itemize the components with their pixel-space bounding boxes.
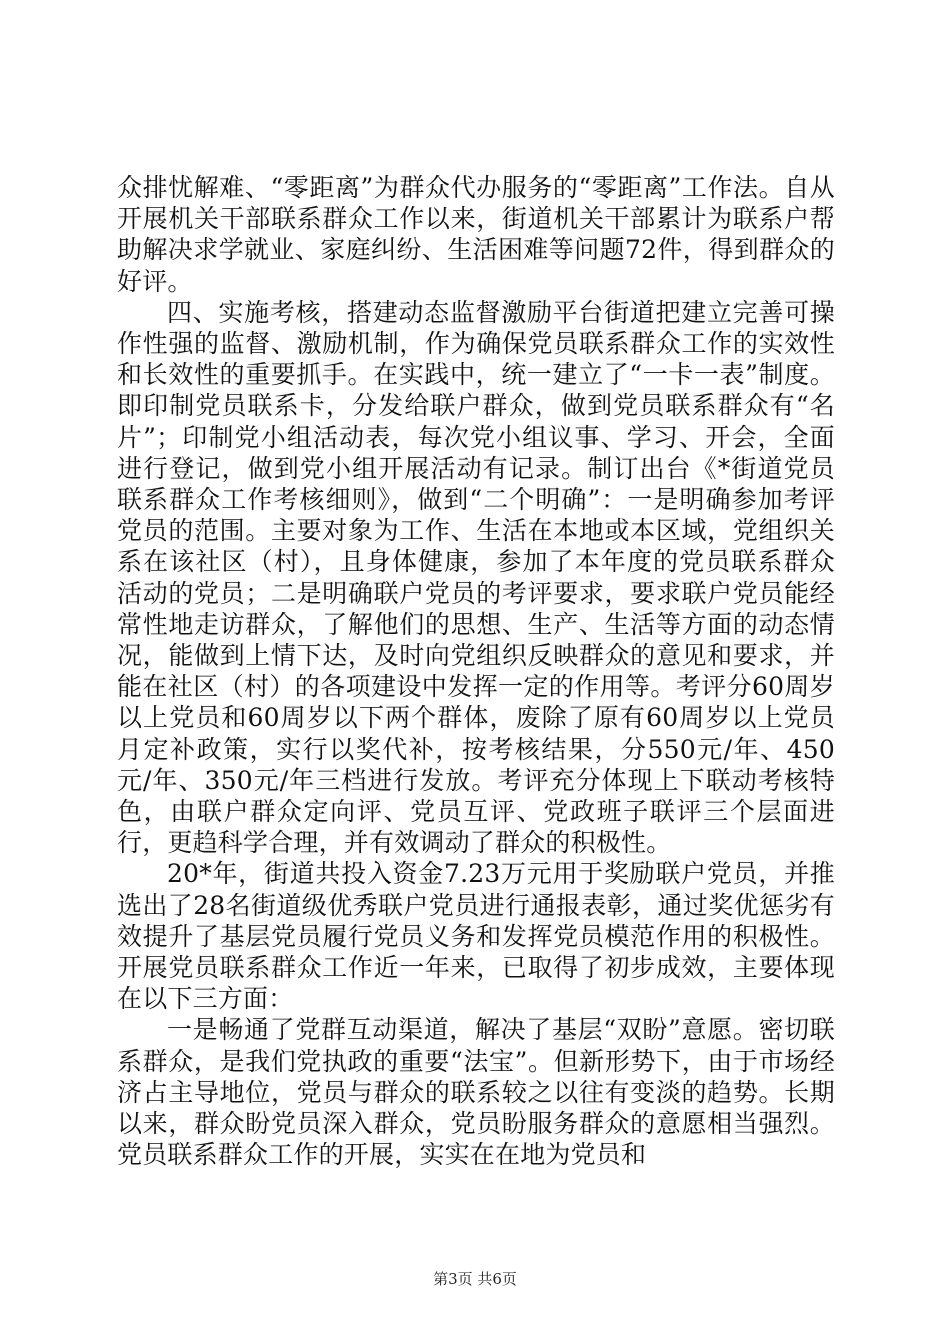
page-number: 第3页 [433,1270,473,1288]
paragraph-4: 一是畅通了党群互动渠道，解决了基层“双盼”意愿。密切联系群众，是我们党执政的重要“法宝”。但新形势下，由于市场经济占主导地位，党员与群众的联系较之以往有变淡的趋势。长期以来，群众盼党员深入群众，党员盼服务群众的意愿相当强烈。党员联系群众工作的开展，实实在在地为党员和 [117,1015,835,1170]
paragraph-2: 四、实施考核，搭建动态监督激励平台街道把建立完善可操作性强的监督、激励机制，作为确保党员联系群众工作的实效性和长效性的重要抓手。在实践中，统一建立了“一卡一表”制度。即印制党员联系卡，分发给联户群众，做到党员联系群众有“名片”；印制党小组活动表，每次党小组议事、学习、开会，全面进行登记，做到党小组开展活动有记录。制订出台《*街道党员联系群众工作考核细则》，做到“二个明确”：一是明确参加考评党员的范围。主要对象为工作、生活在本地或本区域，党组织关系在该社区（村），且身体健康，参加了本年度的党员联系群众活动的党员；二是明确联户党员的考评要求，要求联户党员能经常性地走访群众，了解他们的思想、生产、生活等方面的动态情况，能做到上情下达，及时向党组织反映群众的意见和要求，并能在社区（村）的各项建设中发挥一定的作用等。考评分60周岁以上党员和60周岁以下两个群体，废除了原有60周岁以上党员月定补政策，实行以奖代补，按考核结果，分550元/年、450元/年、350元/年三档进行发放。考评充分体现上下联动考核特色，由联户群众定向评、党员互评、党政班子联评三个层面进行，更趋科学合理，并有效调动了群众的积极性。 [117,297,835,858]
page-total: 共6页 [477,1270,517,1288]
page-footer [0,1268,950,1289]
document-body [117,172,835,1171]
paragraph-1: 众排忧解难、“零距离”为群众代办服务的“零距离”工作法。自从开展机关干部联系群众工作以来，街道机关干部累计为联系户帮助解决求学就业、家庭纠纷、生活困难等问题72件，得到群众的好评。 [117,173,835,296]
paragraph-3: 20*年，街道共投入资金7.23万元用于奖励联户党员，并推选出了28名街道级优秀联户党员进行通报表彰，通过奖优惩劣有效提升了基层党员履行党员义务和发挥党员模范作用的积极性。开展党员联系群众工作近一年来，已取得了初步成效，主要体现在以下三方面： [117,859,835,1014]
